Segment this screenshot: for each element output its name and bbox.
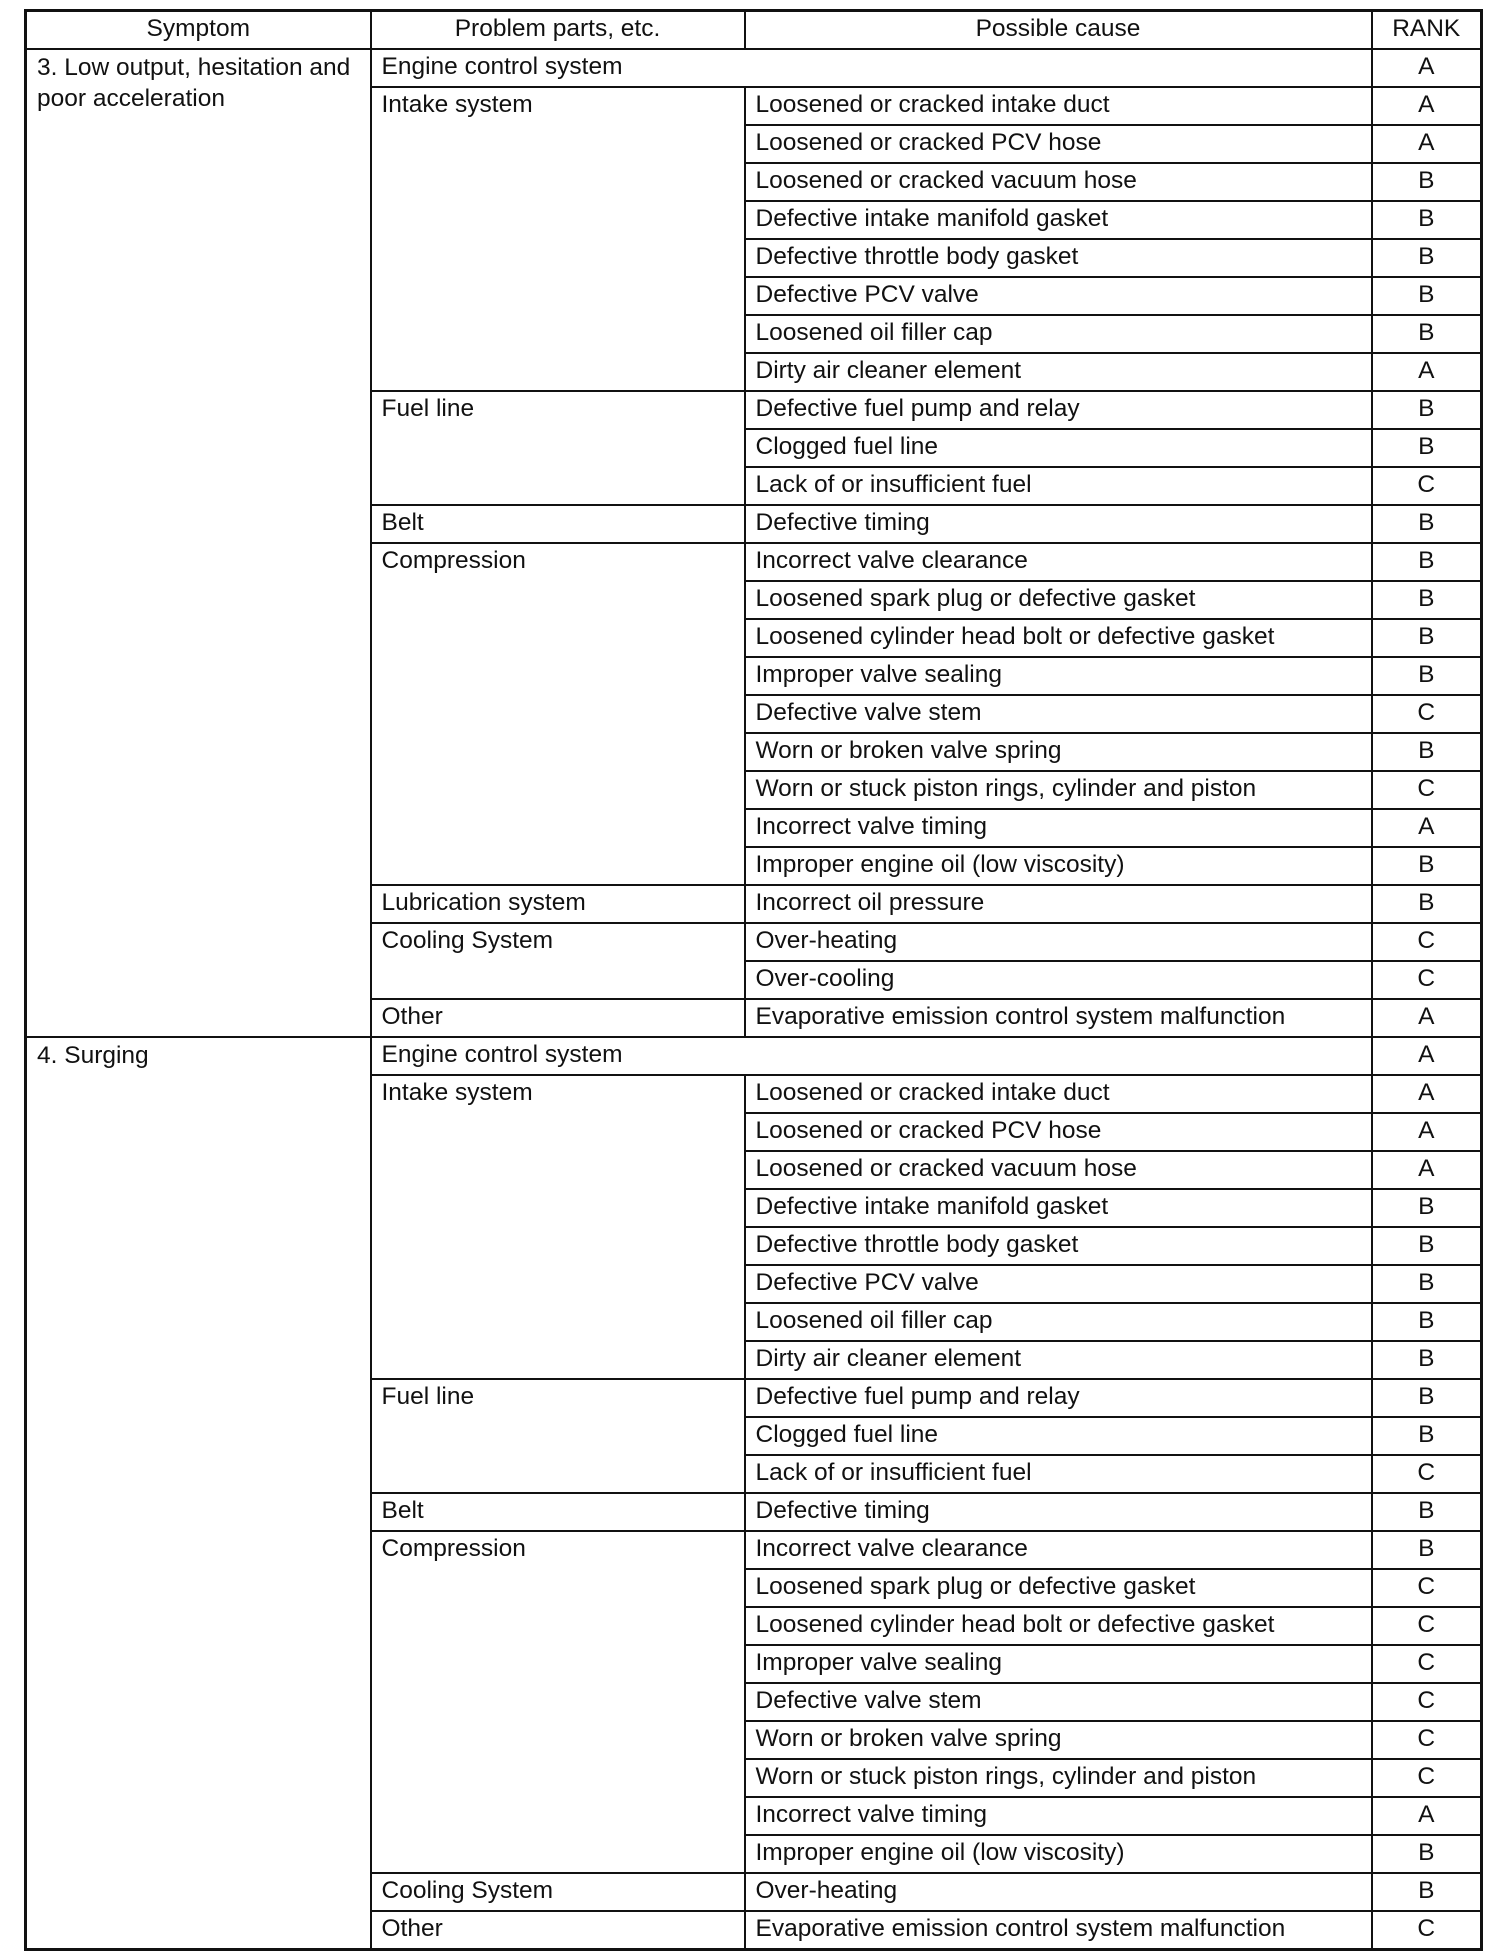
problem-part-cell: Intake system bbox=[371, 87, 745, 391]
rank-cell: B bbox=[1372, 277, 1482, 315]
symptom-header: Symptom bbox=[26, 11, 371, 50]
possible-cause-cell: Worn or stuck piston rings, cylinder and piston bbox=[745, 771, 1372, 809]
problem-part-cell: Lubrication system bbox=[371, 885, 745, 923]
rank-cell: B bbox=[1372, 885, 1482, 923]
rank-cell: B bbox=[1372, 201, 1482, 239]
rank-cell: B bbox=[1372, 429, 1482, 467]
rank-cell: A bbox=[1372, 1113, 1482, 1151]
rank-cell: B bbox=[1372, 505, 1482, 543]
rank-cell: C bbox=[1372, 771, 1482, 809]
rank-cell: C bbox=[1372, 1759, 1482, 1797]
rank-cell: B bbox=[1372, 391, 1482, 429]
possible-cause-cell: Worn or stuck piston rings, cylinder and piston bbox=[745, 1759, 1372, 1797]
possible-cause-cell: Loosened cylinder head bolt or defective gasket bbox=[745, 619, 1372, 657]
problem-part-cell: Engine control system bbox=[371, 1037, 1372, 1075]
possible-cause-cell: Dirty air cleaner element bbox=[745, 1341, 1372, 1379]
possible-cause-cell: Lack of or insufficient fuel bbox=[745, 467, 1372, 505]
problem-part-cell: Cooling System bbox=[371, 1873, 745, 1911]
symptom-cell: 3. Low output, hesitation and poor acceleration bbox=[26, 49, 371, 1037]
symptom-cell: 4. Surging bbox=[26, 1037, 371, 1950]
rank-cell: B bbox=[1372, 1341, 1482, 1379]
possible-cause-cell: Loosened spark plug or defective gasket bbox=[745, 1569, 1372, 1607]
rank-cell: B bbox=[1372, 1227, 1482, 1265]
problem-part-cell: Fuel line bbox=[371, 1379, 745, 1493]
possible-cause-cell: Improper valve sealing bbox=[745, 657, 1372, 695]
possible-cause-cell: Loosened or cracked vacuum hose bbox=[745, 163, 1372, 201]
rank-cell: A bbox=[1372, 353, 1482, 391]
rank-cell: A bbox=[1372, 125, 1482, 163]
possible-cause-cell: Defective intake manifold gasket bbox=[745, 201, 1372, 239]
rank-cell: C bbox=[1372, 923, 1482, 961]
problem-part-cell: Engine control system bbox=[371, 49, 1372, 87]
possible-cause-cell: Evaporative emission control system malfunction bbox=[745, 999, 1372, 1037]
rank-cell: A bbox=[1372, 1797, 1482, 1835]
possible-cause-cell: Improper engine oil (low viscosity) bbox=[745, 1835, 1372, 1873]
possible-cause-cell: Incorrect valve timing bbox=[745, 1797, 1372, 1835]
possible-cause-cell: Defective timing bbox=[745, 505, 1372, 543]
problem-part-cell: Other bbox=[371, 1911, 745, 1950]
rank-cell: C bbox=[1372, 467, 1482, 505]
rank-cell: B bbox=[1372, 847, 1482, 885]
rank-cell: B bbox=[1372, 1303, 1482, 1341]
possible-cause-cell: Dirty air cleaner element bbox=[745, 353, 1372, 391]
possible-cause-header: Possible cause bbox=[745, 11, 1372, 50]
problem-parts-header: Problem parts, etc. bbox=[371, 11, 745, 50]
possible-cause-cell: Defective intake manifold gasket bbox=[745, 1189, 1372, 1227]
rank-cell: A bbox=[1372, 809, 1482, 847]
possible-cause-cell: Defective timing bbox=[745, 1493, 1372, 1531]
problem-part-cell: Compression bbox=[371, 543, 745, 885]
rank-cell: B bbox=[1372, 1379, 1482, 1417]
possible-cause-cell: Defective PCV valve bbox=[745, 277, 1372, 315]
possible-cause-cell: Loosened spark plug or defective gasket bbox=[745, 581, 1372, 619]
possible-cause-cell: Clogged fuel line bbox=[745, 1417, 1372, 1455]
rank-cell: A bbox=[1372, 1151, 1482, 1189]
possible-cause-cell: Loosened or cracked intake duct bbox=[745, 1075, 1372, 1113]
possible-cause-cell: Loosened oil filler cap bbox=[745, 1303, 1372, 1341]
possible-cause-cell: Worn or broken valve spring bbox=[745, 1721, 1372, 1759]
rank-cell: A bbox=[1372, 87, 1482, 125]
rank-cell: C bbox=[1372, 1911, 1482, 1950]
rank-cell: B bbox=[1372, 619, 1482, 657]
rank-cell: C bbox=[1372, 695, 1482, 733]
rank-cell: B bbox=[1372, 1873, 1482, 1911]
possible-cause-cell: Evaporative emission control system malfunction bbox=[745, 1911, 1372, 1950]
possible-cause-cell: Incorrect valve timing bbox=[745, 809, 1372, 847]
possible-cause-cell: Worn or broken valve spring bbox=[745, 733, 1372, 771]
possible-cause-cell: Incorrect oil pressure bbox=[745, 885, 1372, 923]
possible-cause-cell: Loosened or cracked intake duct bbox=[745, 87, 1372, 125]
possible-cause-cell: Over-cooling bbox=[745, 961, 1372, 999]
rank-cell: A bbox=[1372, 999, 1482, 1037]
problem-part-cell: Compression bbox=[371, 1531, 745, 1873]
troubleshooting-table bbox=[24, 9, 1483, 1951]
problem-part-cell: Belt bbox=[371, 1493, 745, 1531]
rank-cell: A bbox=[1372, 1075, 1482, 1113]
rank-cell: B bbox=[1372, 1265, 1482, 1303]
rank-cell: A bbox=[1372, 49, 1482, 87]
rank-cell: B bbox=[1372, 1493, 1482, 1531]
possible-cause-cell: Loosened or cracked PCV hose bbox=[745, 125, 1372, 163]
rank-cell: A bbox=[1372, 1037, 1482, 1075]
possible-cause-cell: Loosened oil filler cap bbox=[745, 315, 1372, 353]
rank-cell: B bbox=[1372, 1417, 1482, 1455]
header-row bbox=[26, 11, 1482, 50]
rank-cell: C bbox=[1372, 961, 1482, 999]
possible-cause-cell: Defective valve stem bbox=[745, 695, 1372, 733]
possible-cause-cell: Lack of or insufficient fuel bbox=[745, 1455, 1372, 1493]
rank-cell: C bbox=[1372, 1455, 1482, 1493]
rank-cell: B bbox=[1372, 733, 1482, 771]
possible-cause-cell: Defective valve stem bbox=[745, 1683, 1372, 1721]
possible-cause-cell: Incorrect valve clearance bbox=[745, 543, 1372, 581]
problem-part-cell: Fuel line bbox=[371, 391, 745, 505]
rank-cell: C bbox=[1372, 1607, 1482, 1645]
possible-cause-cell: Loosened cylinder head bolt or defective gasket bbox=[745, 1607, 1372, 1645]
rank-cell: B bbox=[1372, 239, 1482, 277]
rank-header: RANK bbox=[1372, 11, 1482, 50]
possible-cause-cell: Over-heating bbox=[745, 923, 1372, 961]
rank-cell: C bbox=[1372, 1569, 1482, 1607]
rank-cell: C bbox=[1372, 1645, 1482, 1683]
table-row bbox=[26, 49, 1482, 87]
possible-cause-cell: Clogged fuel line bbox=[745, 429, 1372, 467]
rank-cell: B bbox=[1372, 315, 1482, 353]
possible-cause-cell: Defective fuel pump and relay bbox=[745, 391, 1372, 429]
rank-cell: B bbox=[1372, 1531, 1482, 1569]
troubleshooting-document bbox=[24, 9, 1480, 1942]
table-row bbox=[26, 1037, 1482, 1075]
problem-part-cell: Intake system bbox=[371, 1075, 745, 1379]
rank-cell: B bbox=[1372, 1835, 1482, 1873]
rank-cell: B bbox=[1372, 1189, 1482, 1227]
possible-cause-cell: Loosened or cracked vacuum hose bbox=[745, 1151, 1372, 1189]
rank-cell: B bbox=[1372, 163, 1482, 201]
possible-cause-cell: Defective throttle body gasket bbox=[745, 1227, 1372, 1265]
possible-cause-cell: Defective PCV valve bbox=[745, 1265, 1372, 1303]
possible-cause-cell: Loosened or cracked PCV hose bbox=[745, 1113, 1372, 1151]
rank-cell: B bbox=[1372, 581, 1482, 619]
problem-part-cell: Cooling System bbox=[371, 923, 745, 999]
possible-cause-cell: Improper engine oil (low viscosity) bbox=[745, 847, 1372, 885]
problem-part-cell: Belt bbox=[371, 505, 745, 543]
possible-cause-cell: Defective throttle body gasket bbox=[745, 239, 1372, 277]
possible-cause-cell: Incorrect valve clearance bbox=[745, 1531, 1372, 1569]
problem-part-cell: Other bbox=[371, 999, 745, 1037]
rank-cell: B bbox=[1372, 657, 1482, 695]
rank-cell: C bbox=[1372, 1683, 1482, 1721]
possible-cause-cell: Improper valve sealing bbox=[745, 1645, 1372, 1683]
table-body bbox=[26, 49, 1482, 1950]
rank-cell: B bbox=[1372, 543, 1482, 581]
rank-cell: C bbox=[1372, 1721, 1482, 1759]
possible-cause-cell: Defective fuel pump and relay bbox=[745, 1379, 1372, 1417]
possible-cause-cell: Over-heating bbox=[745, 1873, 1372, 1911]
